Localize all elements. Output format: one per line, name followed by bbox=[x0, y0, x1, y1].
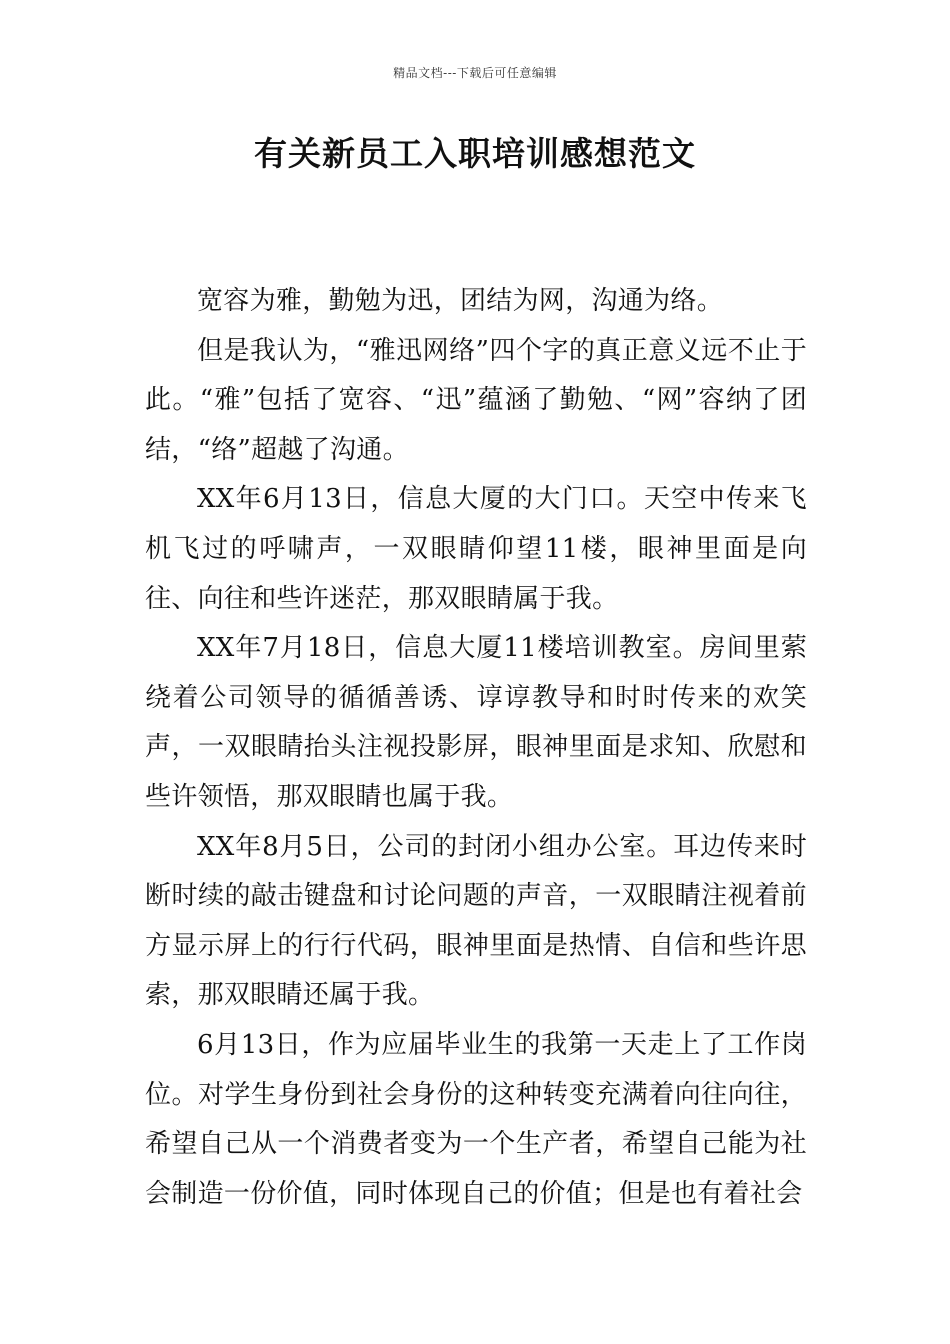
paragraph: XX年6月13日，信息大厦的大门口。天空中传来飞机飞过的呼啸声，一双眼睛仰望11楼，眼神里面是向往、向往和些许迷茫，那双眼睛属于我。 bbox=[145, 484, 807, 614]
paragraph: 6月13日，作为应届毕业生的我第一天走上了工作岗位。对学生身份到社会身份的这种转变充满着向往向往，希望自己从一个消费者变为一个生产者，希望自己能为社会制造一份价值，同时体现自己的价值；但是也有着社会 bbox=[145, 1029, 807, 1209]
paragraph: XX年8月5日，公司的封闭小组办公室。耳边传来时断时续的敲击键盘和讨论问题的声音，一双眼睛注视着前方显示屏上的行行代码，眼神里面是热情、自信和些许思索，那双眼睛还属于我。 bbox=[145, 831, 807, 1011]
paragraph: 但是我认为，“雅迅网络”四个字的真正意义远不止于此。“雅”包括了宽容、“迅”蕴涵了勤勉、“网”容纳了团结，“络”超越了沟通。 bbox=[145, 335, 807, 465]
header-note: 精品文档---下载后可任意编辑 bbox=[393, 66, 557, 80]
document-body bbox=[145, 277, 807, 1219]
paragraph: XX年7月18日，信息大厦11楼培训教室。房间里萦绕着公司领导的循循善诱、谆谆教导和时时传来的欢笑声，一双眼睛抬头注视投影屏，眼神里面是求知、欣慰和些许领悟，那双眼睛也属于我。 bbox=[145, 633, 807, 812]
paragraph: 宽容为雅，勤勉为迅，团结为网，沟通为络。 bbox=[197, 286, 724, 316]
document-title: 有关新员工入职培训感想范文 bbox=[254, 134, 696, 173]
